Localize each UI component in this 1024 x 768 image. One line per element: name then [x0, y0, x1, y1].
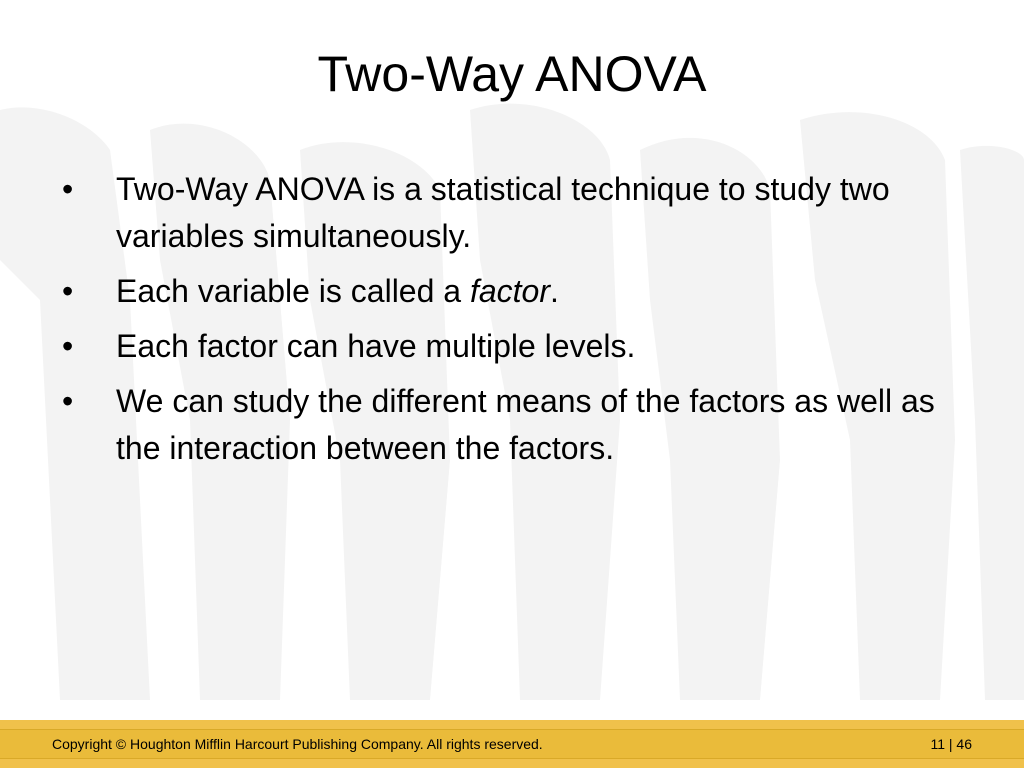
bullet-text: Each variable is called a [116, 273, 470, 309]
slide-title: Two-Way ANOVA [317, 46, 707, 102]
bullet-text: We can study the different means of the factors as well as the interaction between the factors. [116, 383, 935, 466]
bullet-list [0, 166, 1024, 480]
bullet-marker: • [62, 383, 74, 419]
bullet-text-end: . [550, 273, 559, 309]
bullet-marker: • [62, 171, 74, 207]
bullet-item [0, 323, 1024, 370]
bullet-text: Each factor can have multiple levels. [116, 328, 636, 364]
bullet-item [0, 268, 1024, 315]
bullet-text: Two-Way ANOVA is a statistical technique to study two variables simultaneously. [116, 171, 890, 254]
bullet-emphasis: factor [469, 273, 550, 309]
bullet-item [0, 166, 1024, 260]
bullet-item [0, 378, 1024, 472]
page-number: 11 | 46 [930, 736, 972, 752]
copyright-notice: Copyright © Houghton Mifflin Harcourt Publishing Company. All rights reserved. [52, 736, 543, 752]
bullet-marker: • [62, 328, 74, 364]
bullet-marker: • [62, 273, 74, 309]
